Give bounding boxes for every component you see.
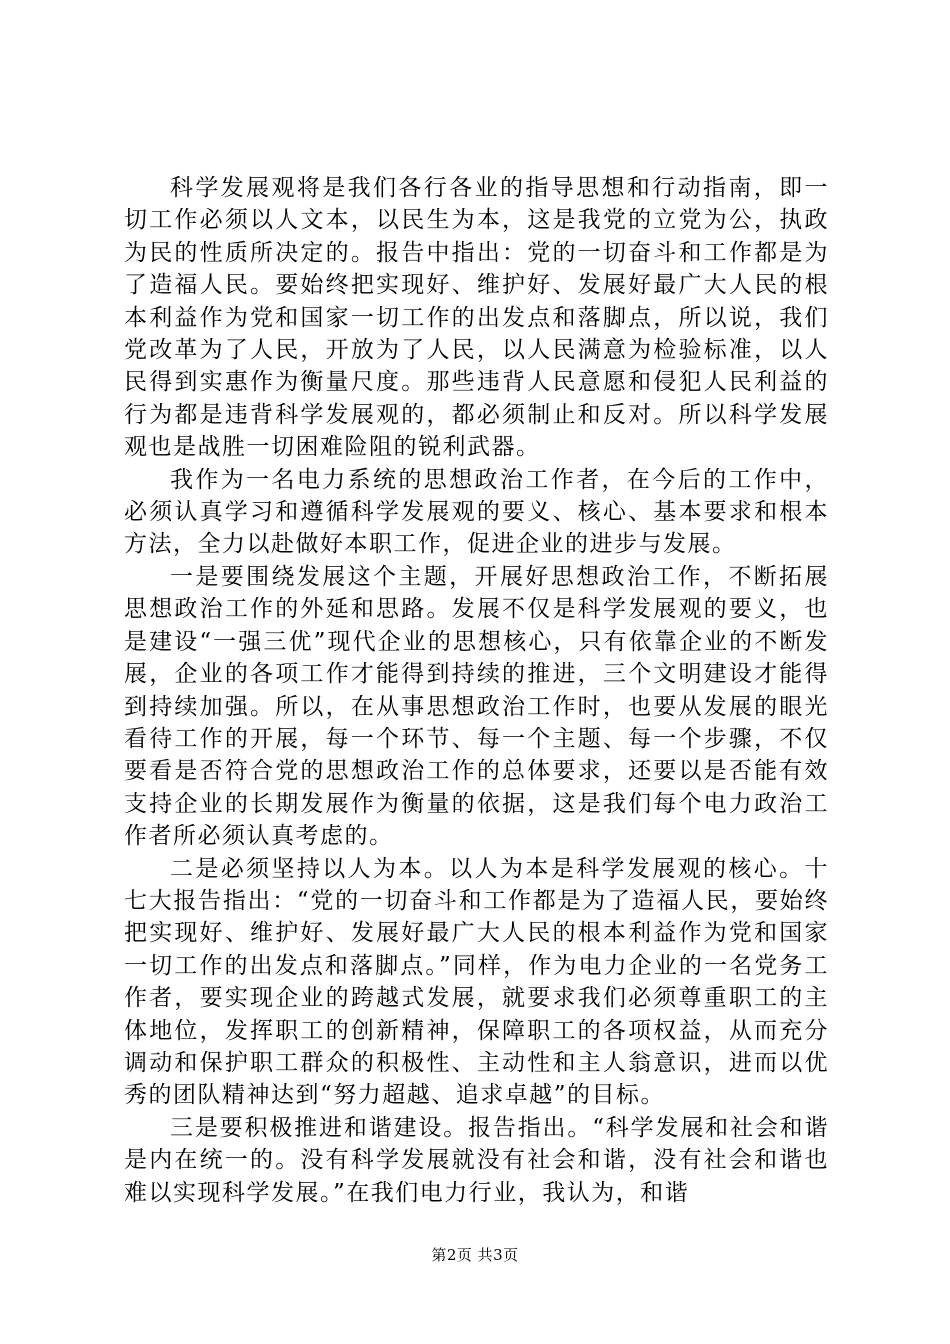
paragraph-2: 我作为一名电力系统的思想政治工作者，在今后的工作中，必须认真学习和遵循科学发展观的要义、核心、基本要求和根本方法，全力以赴做好本职工作，促进企业的进步与发展。: [124, 466, 829, 558]
page-number-footer: 第2页 共3页: [431, 1246, 519, 1264]
paragraph-3: 一是要围绕发展这个主题，开展好思想政治工作，不断拓展思想政治工作的外延和思路。发展不仅是科学发展观的要义，也是建设“一强三优”现代企业的思想核心，只有依靠企业的不断发展，企业的各项工作才能得到持续的推进，三个文明建设才能得到持续加强。所以，在从事思想政治工作时，也要从发展的眼光看待工作的开展，每一个环节、每一个主题、每一个步骤，不仅要看是否符合党的思想政治工作的总体要求，还要以是否能有效支持企业的长期发展作为衡量的依据，这是我们每个电力政治工作者所必须认真考虑的。: [124, 563, 829, 850]
document-body: [124, 172, 829, 1209]
paragraph-5: 三是要积极推进和谐建设。报告指出。“科学发展和社会和谐是内在统一的。没有科学发展就没有社会和谐，没有社会和谐也难以实现科学发展。”在我们电力行业，我认为，和谐: [124, 1114, 829, 1206]
paragraph-1: 科学发展观将是我们各行各业的指导思想和行动指南，即一切工作必须以人文本，以民生为本，这是我党的立党为公，执政为民的性质所决定的。报告中指出：党的一切奋斗和工作都是为了造福人民。要始终把实现好、维护好、发展好最广大人民的根本利益作为党和国家一切工作的出发点和落脚点，所以说，我们党改革为了人民，开放为了人民，以人民满意为检验标准，以人民得到实惠作为衡量尺度。那些违背人民意愿和侵犯人民利益的行为都是违背科学发展观的，都必须制止和反对。所以科学发展观也是战胜一切困难险阻的锐利武器。: [124, 175, 829, 461]
paragraph-4: 二是必须坚持以人为本。以人为本是科学发展观的核心。十七大报告指出：“党的一切奋斗和工作都是为了造福人民，要始终把实现好、维护好、发展好最广大人民的根本利益作为党和国家一切工作的出发点和落脚点。”同样，作为电力企业的一名党务工作者，要实现企业的跨越式发展，就要求我们必须尊重职工的主体地位，发挥职工的创新精神，保障职工的各项权益，从而充分调动和保护职工群众的积极性、主动性和主人翁意识，进而以优秀的团队精神达到“努力超越、追求卓越”的目标。: [124, 855, 829, 1109]
